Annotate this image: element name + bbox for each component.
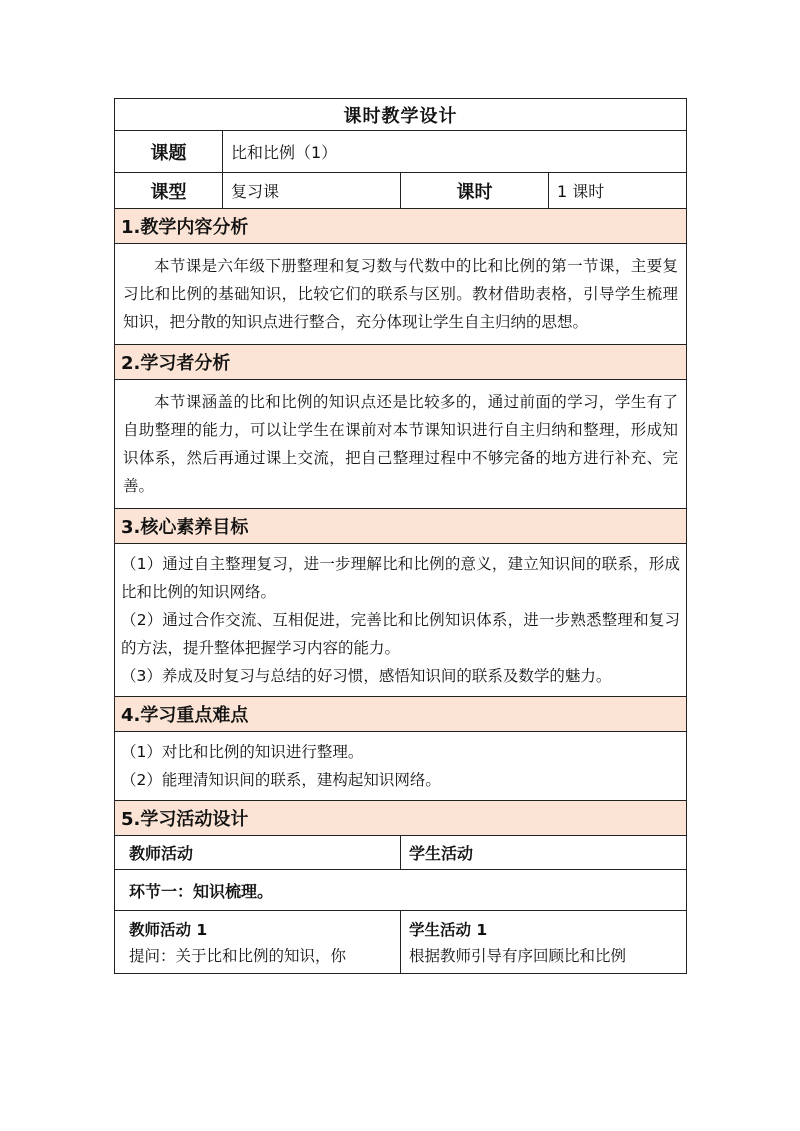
goal-item: （3）养成及时复习与总结的好习惯，感悟知识间的联系及数学的魅力。 <box>121 667 612 685</box>
student-activity-cell <box>401 911 687 974</box>
page-title: 课时教学设计 <box>115 99 687 131</box>
section-learner-analysis-title: 2.学习者分析 <box>115 345 687 380</box>
section-key-points-title: 4.学习重点难点 <box>115 697 687 732</box>
section-content-analysis-title: 1.教学内容分析 <box>115 209 687 244</box>
topic-value: 比和比例（1） <box>223 131 687 173</box>
lesson-plan-document <box>114 98 686 974</box>
section-activity-design-title: 5.学习活动设计 <box>115 801 687 836</box>
section-key-points-body <box>115 732 687 801</box>
goal-item: （1）通过自主整理复习，进一步理解比和比例的意义，建立知识间的联系，形成比和比例的知识网络。 <box>121 555 680 601</box>
lesson-plan-table <box>114 98 687 974</box>
goal-item: （2）通过合作交流、互相促进，完善比和比例知识体系，进一步熟悉整理和复习的方法，提升整体把握学习内容的能力。 <box>121 611 680 657</box>
section-core-goals-body <box>115 544 687 697</box>
step-one-label: 环节一：知识梳理。 <box>115 870 687 911</box>
teacher-activity-title: 教师活动 1 <box>129 921 208 939</box>
section-content-analysis-body <box>115 244 687 345</box>
content-analysis-text: 本节课是六年级下册整理和复习数与代数中的比和比例的第一节课，主要复习比和比例的基础知识，比较它们的联系与区别。教材借助表格，引导学生梳理知识，把分散的知识点进行整合，充分体现让学生自主归纳的思想。 <box>123 257 678 331</box>
section-core-goals-title: 3.核心素养目标 <box>115 509 687 544</box>
hours-value: 1 课时 <box>549 173 687 209</box>
type-label: 课型 <box>115 173 223 209</box>
teacher-activity-cell <box>115 911 401 974</box>
teacher-activity-text: 提问：关于比和比例的知识，你 <box>129 947 347 965</box>
type-value: 复习课 <box>223 173 401 209</box>
key-point-item: （2）能理清知识间的联系，建构起知识网络。 <box>121 771 441 789</box>
student-activity-header: 学生活动 <box>401 836 687 870</box>
teacher-activity-header: 教师活动 <box>115 836 401 870</box>
student-activity-title: 学生活动 1 <box>409 921 488 939</box>
student-activity-text: 根据教师引导有序回顾比和比例 <box>409 947 627 965</box>
topic-label: 课题 <box>115 131 223 173</box>
learner-analysis-text: 本节课涵盖的比和比例的知识点还是比较多的，通过前面的学习，学生有了自助整理的能力，可以让学生在课前对本节课知识进行自主归纳和整理，形成知识体系，然后再通过课上交流，把自己整理过程中不够完备的地方进行补充、完善。 <box>123 393 678 495</box>
key-point-item: （1）对比和比例的知识进行整理。 <box>121 743 364 761</box>
section-learner-analysis-body <box>115 380 687 509</box>
hours-label: 课时 <box>401 173 549 209</box>
